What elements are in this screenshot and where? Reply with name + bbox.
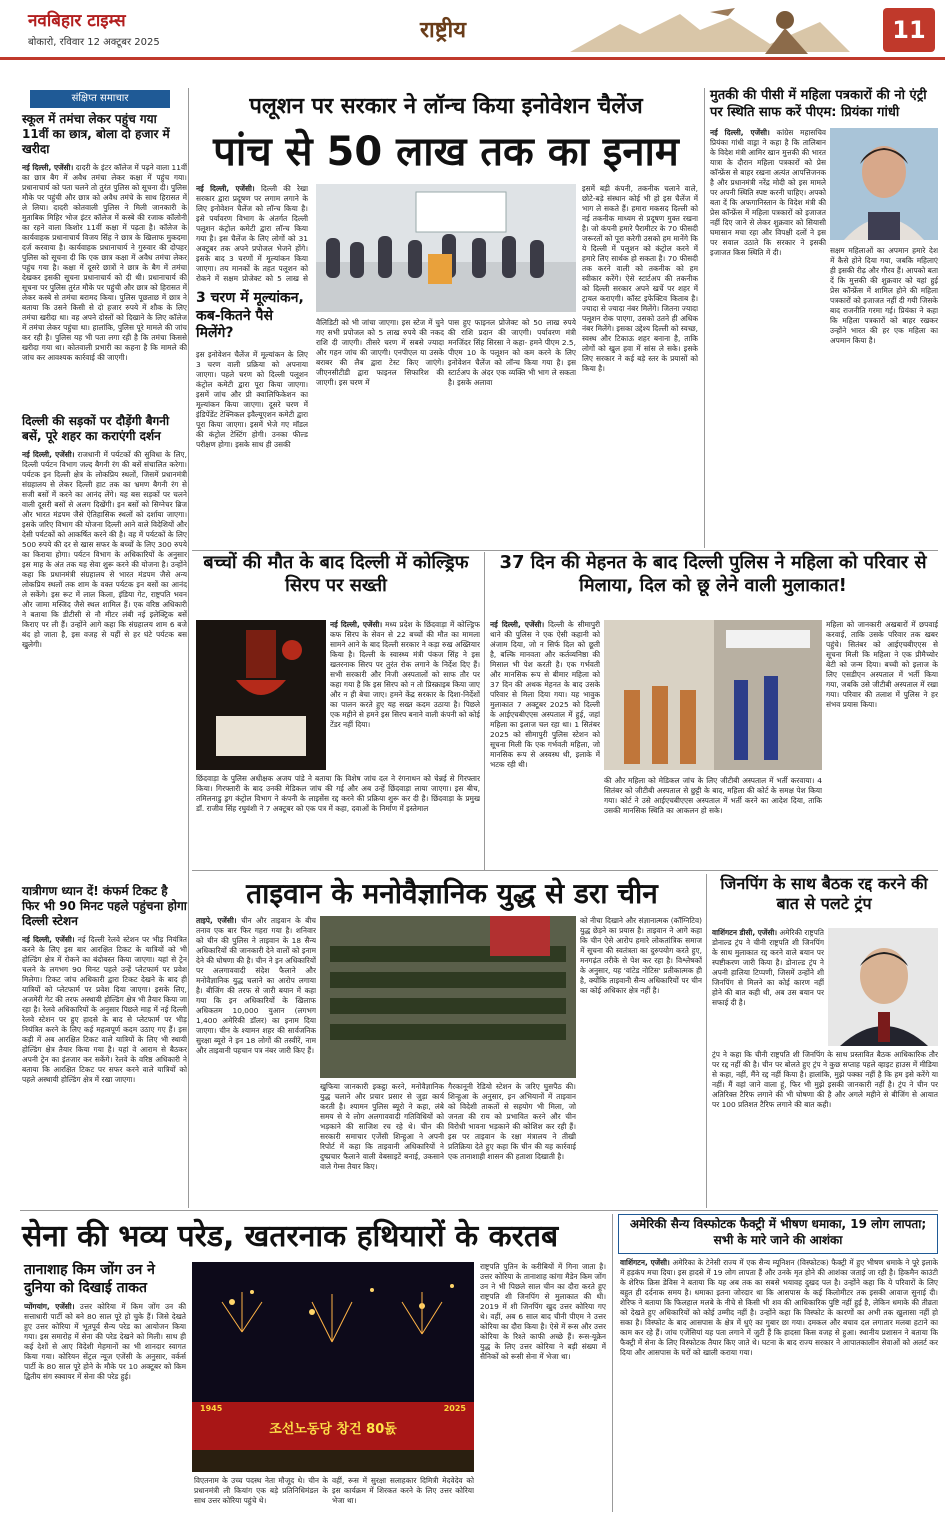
lead-col1-top [196, 184, 308, 284]
blast-body [620, 1258, 938, 1512]
cough-text1: मध्य प्रदेश के छिंदवाड़ा में कोल्ड्रिफ कफ सिरप के सेवन से 22 बच्चों की मौत का मामला सामने आने के बाद दिल्ली सरकार ने कड़ा रुख अख्तियार किया है। दिल्ली के स्वास्थ्य मंत्री पंकज सिंह ने इस खतरनाक सिरप पर तुरंत रोक लगाने के निर्देश दिए हैं। सभी सरकारी और निजी अस्पतालों को साफ तौर पर कहा गया है कि इस सिरप को न तो प्रिस्क्राइब किया जाए और न ही बेचा जाए। हमने केंद्र सरकार के दिशा-निर्देशों का पालन करते हुए यह सख्त कदम उठाया है। पिछले एक महीने से हमने इस सिरप बनाने वाली कंपनी को कोई टेंडर नहीं दिया। [330, 620, 480, 729]
column-divider [706, 874, 707, 1208]
parade-col3: वहीं, रूस में सुरक्षा सलाहकार दिमित्री मेदवेदेव को इस कार्यक्रम में शिरकत करने के लिए उत्तर कोरिया भेजा था। [332, 1476, 474, 1505]
parade-banner-year-right: 2025 [443, 1404, 466, 1413]
parade-text1: उत्तर कोरिया में किम जोंग उन की सत्ताधारी पार्टी को बने 80 साल पूरे हो चुके हैं। जिसे देखते हुए उत्तर कोरिया में भूतपूर्व सैन्य परेड का आयोजन किया गया। इस समारोह में सेना की परेड देखने को मिली। साथ ही कई देशों से आए विदेशी मेहमानों का भी शानदार स्वागत किया गया। कोरियन सेंट्रल न्यूज एजेंसी के अनुसार, वर्कर्स पार्टी के 80 साल पूरे होने के मौके पर 10 अक्टूबर को किम द्वितीय संग स्क्वायर में सेना की परेड हुई। [24, 1302, 186, 1381]
priyanka-photo [830, 128, 938, 240]
taiwan-col3: गैरकानूनी रेडियो स्टेशन के जरिए घुसपैठ की। शिन्हुआ के अनुसार, इन अभियानों में ताइवान को विदेशी ताकतों से सहयोग भी मिला, जो जनता की राय को प्रभावित करने और चीन विरोधी भावना भड़काने की कोशिश कर रही हैं। इस पर ताइवान के रक्षा मंत्रालय ने तीखी प्रतिक्रिया देते हुए कहा कि चीन की यह कार्रवाई एक तानाशाही शासन की हताशा दिखाती है। [448, 1082, 576, 1161]
brief-gun-body [22, 163, 187, 413]
taiwan-col1 [196, 916, 316, 1206]
brief-story-gun [22, 112, 187, 413]
lead-col1-text: दिल्ली की रेखा सरकार द्वारा प्रदूषण पर लगाम लगाने के लिए इनोवेशन चैलेंज को लॉन्च किया है। इसे पर्यावरण विभाग के अंतर्गत दिल्ली पलूशन कंट्रोल कमेटी द्वारा लॉन्च किया गया है। इस चैलेंज के लिए लोगों को 31 अक्टूबर तक अपने प्रपोजल भेजने होंगे। इसके बाद 3 चरणों में मूल्यांकन किया जाएगा। तय मानकों के तहत पलूशन को रोकने में सक्षम प्रोजेक्ट को 5 लाख से [196, 184, 308, 283]
masthead-art-illustration [560, 4, 860, 56]
priyanka-text1: कांग्रेस महासचिव प्रियंका गांधी वाड्रा ने कहा है कि तालिबान के विदेश मंत्री आमिर खान मुत्तकी की भारत यात्रा के दौरान महिला पत्रकारों को प्रेस कॉन्फ्रेंस से बाहर रखना अत्यंत आपत्तिजनक है और प्रधानमंत्री नरेंद्र मोदी को इस मामले पर अपनी स्थिति स्पष्ट करनी चाहिए। अपको बता दें कि अफगानिस्तान के विदेश मंत्री की प्रेस कॉन्फ्रेंस में महिला पत्रकारों को इजाजत नहीं दिए जाने से लेकर शुक्रवार को सियासी घमासान मचा रहा और विपक्षी दलों ने इस पर सवाल उठाते कि सरकार ने इसकी इजाजत किस स्थिति में दी। [710, 128, 826, 257]
brief-story-station [22, 878, 187, 1253]
brand-logo: नवबिहार टाइम्स [28, 11, 126, 31]
lead-col2: वैलिडिटी को भी जांचा जाएगा। इस स्टेज में चुने गए सभी प्रपोजल को 5 लाख रुपये की नकद राशि दी जाएगी। तीसरे चरण में सबसे ज्यादा और गहन जांच की जाएगी। एनपीएल या उसके बराबर की लैब द्वारा टेस्ट किए जाएंगे। जीएनसीटीडी द्वारा फाइनल सिफारिश की जाएगी। इस चरण में [316, 318, 444, 387]
brief-gun-headline: स्कूल में तमंचा लेकर पहुंच गया 11वीं का छात्र, बोला दो हजार में खरीदा [22, 112, 170, 156]
lead-kicker: पलूशन पर सरकार ने लॉन्च किया इनोवेशन चैलेंज [249, 94, 643, 119]
brief-story-bus [22, 408, 187, 770]
reunion-headline: 37 दिन की मेहनत के बाद दिल्ली पुलिस ने महिला को परिवार से मिलाया, दिल को छू लेने वाली मुलाकात! [499, 552, 927, 596]
section-divider [192, 550, 938, 551]
cough-photo-syrup [196, 620, 326, 770]
parade-banner-text: 조선노동당 창건 80돐 [269, 1422, 397, 1437]
page-number: 11 [883, 8, 935, 52]
brief-bus-body [22, 450, 187, 770]
brief-gun-text: दादरी के इंटर कॉलेज में पढ़ने वाला 11वीं का छात्र बैग में अवैध तमंचा लेकर कक्षा में पहुंच गया। प्रधानाचार्य को पता चलने तो तुरंत पुलिस को सूचना दी। पुलिस मौके पर पहुंची और छात्र को अवैध तमंचे के साथ हिरासत में ले लिया। दादरी कोतवाली पुलिस ने मिली जानकारी के मुताबिक मिहिर भोज इंटर कॉलेज में कस्बे की रजाक कॉलोनी का रहने वाला किशोर 11वीं कक्षा में पढ़ता है। कॉलेज के कार्यवाहक प्रधानाचार्य विजय सिंह ने छात्र के खिलाफ मुकदमा दर्ज करवाया है। कार्यवाहक प्रधानाचार्य ने गुरुवार की दोपहर पुलिस को सूचना दी कि एक छात्र कक्षा में अवैध तमंचा लेकर पहुंच गया है। कक्षा में दूसरे छात्रों ने छात्र के बैग में तमंचा देखकर इसकी सूचना प्रधानाचार्य को दी थी। प्रधानाचार्य की सूचना पर पुलिस तुरंत मौके पर पहुंची और छात्र को हिरासत में लेकर कस्बे से तमंचा बरामद किया। पुलिस पूछताछ में छात्र ने बताया कि उसने किसी से दो हजार रुपये में शौक के लिए तमंचा खरीदा था। वह अपने दोस्तों को दिखाने के लिए कॉलेज में तमंचा लेकर पहुंचा था। हालांकि, पुलिस पूरे मामले की जांच कर रही है। पुलिस यह भी पता लगा रही है कि तमंचा किससे खरीदा गया था। कोतवाली प्रभारी का कहना है कि मामले की जांच कर आवश्यक कार्रवाई की जाएगी। [22, 163, 187, 362]
reunion-photo [604, 620, 822, 770]
brief-station-text: नई दिल्ली रेलवे स्टेशन पर भीड़ नियंत्रित करने के लिए इस बार आरक्षित टिकट के यात्रियों को भी होल्डिंग क्षेत्र में रोकने का बंदोबस्त किया जाएगा। यहां से ट्रेन चलने के लगभग 90 मिनट पहले उन्हें प्लेटफार्म पर प्रवेश मिलेगा। टिकट जांच अधिकारी द्वारा टिकट देखने के बाद ही यात्रियों को प्लेटफार्म पर प्रवेश दिया जाएगा। इसके लिए, अजमेरी गेट की तरफ अस्थायी होल्डिंग क्षेत्र भी तैयार किया जा रहा है। रेलवे अधिकारियों के अनुसार पिछले माह में नई दिल्ली रेलवे स्टेशन पर हुए हादसे के बाद से प्लेटफार्म पर भीड़ नियंत्रित करने के लिए कई महत्वपूर्ण कदम उठाए गए हैं। इस कड़ी में अब आरक्षित टिकट वाले यात्रियों के लिए भी स्थायी होल्डिंग क्षेत्र तैयार किया गया है। यहां वे आराम से बैठकर अपनी ट्रेन का इंतजार कर सकेंगे। रेलवे के वरिष्ठ अधिकारी ने बताया कि आरक्षित टिकट पर सफर करने वाले यात्रियों को पहले अस्थायी होल्डिंग क्षेत्र में रखा जाएगा। [22, 935, 187, 1084]
lead-byline: नई दिल्ली, एजेंसी। [196, 184, 255, 193]
parade-subhead: तानाशाह किम जोंग उन ने दुनिया को दिखाई ताकत [24, 1262, 155, 1296]
cough-byline: नई दिल्ली, एजेंसी। [330, 620, 383, 629]
reunion-col2: की और महिला को मेडिकल जांच के लिए जीटीबी अस्पताल में भर्ती करवाया। 4 सितंबर को जीटीबी अस्पताल से छुट्टी के बाद, महिला की कोर्ट के समक्ष पेश किया गया। कोर्ट ने उसे आईएचबीएएस अस्पताल में भर्ती करने का आदेश दिया, ताकि उसकी मानसिक स्थिति का आकलन हो सके। [604, 776, 822, 815]
priyanka-col2: सक्षम महिलाओं का अपमान हमारे देश में कैसे होने दिया गया, जबकि महिलाएं ही इसकी रीढ़ और गौरव हैं। आपको बता दें कि मुत्तकी की शुक्रवार को यहां हुई प्रेस कॉन्फ्रेंस में शामिल होने की महिला पत्रकारों को इजाजत नहीं दी गयी जिसके बाद राजनीति गरमा गई। प्रियंका ने कहा कि महिला पत्रकारों को बाहर रखकर उन्होंने भारत की हर एक महिला का अपमान किया है। [830, 246, 938, 345]
taiwan-col4: को नीचा दिखाने और संज्ञानात्मक (कॉग्निटिव) युद्ध छेड़ने का प्रयास है। ताइवान ने आगे कहा कि चीन ऐसे आरोप हमारे लोकतांत्रिक समाज में सूचना की स्वतंत्रता का दुरुपयोग करते हुए, मनगढ़ंत तरीके से पेश कर रहा है। विश्लेषकों के अनुसार, यह 'वांटेड नोटिस' प्रतीकात्मक ही है, क्योंकि ताइवानी सैन्य अधिकारियों पर चीन का कोई अधिकार क्षेत्र नहीं है। [580, 916, 702, 995]
taiwan-text1: चीन और ताइवान के बीच तनाव एक बार फिर गहरा गया है। शनिवार को चीन की पुलिस ने ताइवान के 18 सैन्य अधिकारियों की जानकारी देने वालों को इनाम देने की घोषणा की है। चीन ने इन अधिकारियों पर अलगाववादी संदेश फैलाने और मनोवैज्ञानिक युद्ध चलाने का आरोप लगाया है। बीजिंग की तरफ से जारी बयान में कहा गया कि इन अधिकारियों के खिलाफ अधिकतम 10,000 युआन (लगभग 1,400 अमेरिकी डॉलर) का इनाम दिया जाएगा। चीन के श्यामन शहर की सार्वजनिक सुरक्षा ब्यूरो ने इन 18 लोगों की तस्वीरें, नाम और ताइवानी पहचान पत्र नंबर जारी किए हैं। [196, 916, 316, 1055]
trump-headline: जिनपिंग के साथ बैठक रद्द करने की बात से पलटे ट्रंप [720, 874, 928, 913]
cough-headline: बच्चों की मौत के बाद दिल्ली में कोल्ड्रिफ सिरप पर सख्ती [203, 552, 469, 596]
parade-banner-year-left: 1945 [200, 1404, 223, 1413]
brief-station-body [22, 935, 187, 1253]
column-divider [704, 88, 705, 548]
brief-station-byline: नई दिल्ली, एजेंसी। [22, 935, 75, 944]
taiwan-photo-soldiers [320, 916, 576, 1078]
lead-col3: पास हुए फाइनल प्रोजेक्ट को 50 लाख रुपये की राशि प्रदान की जाएगी। पर्यावरण मंत्री मनजिंदर सिंह सिरसा ने कहा- हमने पीएम 2.5, पीएम 10 के पलूशन को कम करने के लिए इनोवेशन चैलेंज को लॉन्च किया गया है। इस स्टार्टअप के अंदर एक व्यक्ति भी भाग ले सकता है। इसके अलावा [448, 318, 576, 387]
parade-headline: सेना की भव्य परेड, खतरनाक हथियारों के करतब [22, 1219, 559, 1254]
reunion-byline: नई दिल्ली, एजेंसी। [490, 620, 545, 629]
taiwan-byline: ताइपे, एजेंसी। [196, 916, 237, 925]
lead-photo-conference [316, 184, 576, 312]
trump-byline: वाशिंगटन डीसी, एजेंसी। [712, 928, 778, 937]
brief-station-headline: यात्रीगण ध्यान दें! कंफर्म टिकट है फिर भी 90 मिनट पहले पहुंचना होगा दिल्ली स्टेशन [22, 884, 187, 928]
blast-headline: अमेरिकी सैन्य विस्फोटक फैक्ट्री में भीषण धमाका, 19 लोग लापता; सभी के मारे जाने की आशंका [618, 1214, 938, 1254]
lead-subhead: 3 चरण में मूल्यांकन, कब-कितने पैसे मिलेंगे? [196, 290, 304, 341]
trump-col1 [712, 928, 824, 1046]
blast-text: अमेरिका के टेनेसी राज्य में एक सैन्य म्यूनिशन (विस्फोटक) फैक्ट्री में हुए भीषण धमाके ने पूरे इलाके में हड़कंप मचा दिया। इस हादसे में 19 लोग लापता हैं और उनके मृत होने की आशंका जताई जा रही है। हिकमैन काउंटी के शेरिफ क्रिस डेविस ने बताया कि यह अब तक का सबसे भयावह दुखद पल है। उन्होंने कहा कि ये परिवारों के लिए बहुत ही दर्दनाक समय है। धमाका इतना जोरदार था कि आसपास के कई किलोमीटर तक इसकी आवाज सुनाई दी। शेरिफ ने बताया कि फिलहाल मलबे के नीचे से किसी भी शव की आधिकारिक पुष्टि नहीं हुई है, लेकिन धमाके की तीव्रता को देखते हुए अधिकारियों को कोई उम्मीद नहीं है। उन्होंने कहा कि विस्फोट के कारणों का अभी तक खुलासा नहीं हो सका है। विस्फोट के बाद आसपास के क्षेत्र में धुएं का गुबार छा गया। दमकल और बचाव दल लगातार मलबा हटाने का काम कर रहे हैं। जांच एजेंसियां यह पता लगाने में जुटी हैं कि हादसा किस वजह से हुआ। स्थानीय प्रशासन ने बताया कि फैक्ट्री में सेना के लिए विस्फोटक तैयार किए जाते थे। घटना के बाद राज्य सरकार ने आपातकालीन सेवाओं को अलर्ट कर दिया और आसपास के घरों को खाली कराया गया। [620, 1258, 938, 1357]
blast-byline: वाशिंगटन, एजेंसी। [620, 1258, 670, 1267]
reunion-col3: महिला को जानकारी अखबारों में छपवाई करवाई, ताकि उसके परिवार तक खबर पहुंचे। सितंबर को आईएचबीएएस से सूचना मिली कि महिला ने एक प्रीमैच्योर बेटी को जन्म दिया। बच्ची को इलाज के लिए एसडीएन अस्पताल में भर्ती किया गया, जबकि उसे जीटीबी अस्पताल में रखा गया। परिवार की तलाश में पुलिस ने हर संभव प्रयास किया। [826, 620, 938, 709]
parade-col2: विएतनाम के उच्च पदस्थ नेता मौजूद थे। चीन के प्रधानमंत्री ली कियांग एक बड़े प्रतिनिधिमंडल के साथ उत्तर कोरिया पहुंचे थे। [194, 1476, 328, 1505]
brief-gun-byline: नई दिल्ली, एजेंसी। [22, 163, 74, 172]
lead-col1-bottom: इस इनोवेशन चैलेंज में मूल्यांकन के लिए 3 चरण वाली प्रक्रिया को अपनाया जाएगा। पहले चरण को दिल्ली पलूशन कंट्रोल कमेटी द्वारा पूरा किया जाएगा। इसमें जांच और प्री क्वालिफिकेशन का मूल्यांकन किया जाएगा। दूसरे चरण में इंडिपेंडेंट टेक्निकल इवैल्यूएशन कमेटी द्वारा पूरा किया जाएगा। इसमें भेजे गए मॉडल की कंट्रोल टेस्टिंग होगी। उनका फील्ड परीक्षण होगा। इसके साथ ही उसकी [196, 350, 308, 449]
masthead [0, 0, 945, 60]
section-divider [192, 870, 938, 871]
column-divider [484, 552, 485, 870]
lead-col4: इसमें बड़ी कंपनी, तकनीक चलाने वाले, छोटे-बड़े संस्थान कोई भी हो इस चैलेंज में भाग ले सकते हैं। हमारा मकसद दिल्ली को नई तकनीक माध्यम से प्रदूषण मुक्त रखना है। जो कंपनी हमारे पैरामीटर के 70 फीसदी जरूरतों को पूरा करेगी उसको हम मानेंगे कि ये दिल्ली में पलूशन को कंट्रोल करने में हमारे लिए सार्थक हो सकता है। 70 फीसदी तक करने वाली को तकनीक को हम स्वीकार करेंगे। ऐसे स्टार्टअप की तकनीक को दिल्ली सरकार अपने खर्चे पर शहर में ट्रायल कराएगी। कॉस्ट इफेक्टिव किताब है। ज्यादा से ज्यादा नंबर मिलेंगे। जितना ज्यादा पलूशन रोक पाएगा, उसको उतने ही अधिक नंबर मिलेंगे। इसका उद्देश्य दिल्ली को स्वच्छ, स्वस्थ और टिकाऊ शहर बनाना है, ताकि लोगों को खुल हवा में सांस ले सके। इसके लिए सरकार ने कई बड़े स्तर के प्रयासों को किया है। [582, 184, 698, 373]
brief-bus-byline: नई दिल्ली, एजेंसी। [22, 450, 75, 459]
cough-col2: छिंदवाड़ा के पुलिस अधीक्षक अजय पांडे ने बताया कि विशेष जांच दल ने रंगनाथन को चेन्नई से गिरफ्तार किया। गिरफ्तारी के बाद उनकी मेडिकल जांच की गई और अब उन्हें छिंदवाड़ा लाया जाएगा। इस बीच, तमिलनाडु ड्रग कंट्रोल विभाग ने कंपनी के लाइसेंस रद्द करने की प्रक्रिया शुरू कर दी है। छिंदवाड़ा के प्रमुख डॉ. राजीव सिंह रघुवंशी ने 7 अक्टूबर को एक पत्र में कहा, दवाओं के निर्माण में इस्तेमाल [196, 774, 480, 813]
section-title: राष्ट्रीय [420, 18, 467, 43]
trump-text1: अमेरिकी राष्ट्रपति डोनाल्ड ट्रंप ने चीनी राष्ट्रपति शी जिनपिंग के साथ मुलाकात रद्द करने वाले बयान पर स्पष्टीकरण जारी किया है। डोनाल्ड ट्रंप ने अपनी हालिया टिप्पणी, जिसमें उन्होंने शी जिनपिंग से मिलने का कोई कारण नहीं होने की बात कही थी, अब उस बयान पर सफाई दी है। [712, 928, 824, 1007]
column-divider [612, 1214, 613, 1512]
dateline: बोकारो, रविवार 12 अक्टूबर 2025 [28, 37, 160, 48]
parade-byline: प्योंगयांग, एजेंसी। [24, 1302, 75, 1311]
reunion-text1: दिल्ली के सीमापुरी थाने की पुलिस ने एक ऐसी कहानी को अंजाम दिया, जो न सिर्फ दिल को छूती है, बल्कि मानवता और कर्तव्यनिष्ठा की मिसाल भी पेश करती है। एक गर्भवती और मानसिक रूप से बीमार महिला को 37 दिन की अथक मेहनत के बाद उसके परिवार से मिला दिया गया। यह भावुक मुलाकात 7 अक्टूबर 2025 को दिल्ली के आईएचबीएएस अस्पताल में हुई, जहां महिला का इलाज चल रहा था। 1 सितंबर 2025 को सीमापुरी पुलिस स्टेशन को सूचना मिली कि एक गर्भवती महिला, जो मानसिक रूप से अस्वस्थ थी, इलाके में भटक रही थी। [490, 620, 600, 769]
column-divider [188, 88, 189, 1208]
briefs-section-tag: संक्षिप्त समाचार [30, 90, 170, 108]
parade-col1 [24, 1302, 186, 1512]
trump-photo-xi [828, 928, 938, 1046]
section-divider [20, 1210, 938, 1211]
taiwan-headline: ताइवान के मनोवैज्ञानिक युद्ध से डरा चीन [246, 877, 658, 910]
priyanka-byline: नई दिल्ली, एजेंसी। [710, 128, 770, 137]
brief-bus-headline: दिल्ली की सड़कों पर दौड़ेंगी बैगनी बसें, पूरे शहर का कराएंगी दर्शन [22, 414, 170, 443]
priyanka-col1 [710, 128, 826, 548]
reunion-col1 [490, 620, 600, 866]
cough-col1 [330, 620, 480, 770]
priyanka-headline: मुतकी की पीसी में महिला पत्रकारों की नो एंट्री पर स्थिति साफ करें पीएम: प्रियंका गांधी [710, 88, 927, 120]
parade-col4: राष्ट्रपति पुतिन के करीबियों में गिना जाता है। उत्तर कोरिया के तानाशाह कांगा मैडेन किम जोंग उन ने भी पिछले साल चीन का दौरा करते हुए राष्ट्रपति शी जिनपिंग से मुलाकात की थी। 2019 में शी जिनपिंग खुद उत्तर कोरिया गए थे। वहीं, अब 6 साल बाद चीनी पीएम ने उत्तर कोरिया का दौरा किया है। ऐसे में रूस और उत्तर कोरिया के रिश्ते काफी अच्छे हैं। रूस-यूक्रेन युद्ध के लिए उत्तर कोरिया ने बड़ी संख्या में सैनिकों को रूसी सेना में भेजा था। [480, 1262, 606, 1361]
taiwan-col2: खुफिया जानकारी इकट्ठा करने, मनोवैज्ञानिक युद्ध चलाने और प्रचार प्रसार से जुड़ा कार्य करती है। श्यामन पुलिस ब्यूरो ने कहा, लंबे समय से ये लोग अलगाववादी गतिविधियों को भड़काने की साजिश रच रहे थे। चीन की सरकारी समाचार एजेंसी शिन्हुआ ने अपनी रिपोर्ट में कहा कि ताइवानी अधिकारियों ने दुष्प्रचार फैलाने वाली वेबसाइटें बनाई, उकसाने वाले गेम्स तैयार किए। [320, 1082, 444, 1171]
trump-col2: ट्रंप ने कहा कि चीनी राष्ट्रपति शी जिनपिंग के साथ प्रस्तावित बैठक आधिकारिक तौर पर रद्द नहीं की है। चीन पर बोलते हुए ट्रंप ने कुछ सप्ताह पहले व्हाइट हाउस में मीडिया से कहा, नहीं, मैंने रद्द नहीं किया है। हालांकि, मुझे पक्का नहीं है कि हम इसे करेंगे या नहीं। मैं वहां जाने वाला हूं, फिर भी मुझे इसकी जानकारी नहीं है। ट्रंप ने चीन पर अतिरिक्त टैरिफ लगाने की भी घोषणा की है और अगले महीने से बीजिंग से आयात पर 100 प्रतिशत टैरिफ लगाने की बात कही। [712, 1050, 938, 1109]
lead-headline: पांच से 50 लाख तक का इनाम [213, 129, 679, 175]
parade-photo-fireworks [192, 1262, 474, 1472]
brief-bus-text: राजधानी में पर्यटकों की सुविधा के लिए, दिल्ली पर्यटन विभाग जल्द बैगनी रंग की बसें संचालित करेगा। पर्यटक इन दिल्ली क्षेत्र के लोकप्रिय स्थलों, जिसमें प्रधानमंत्री संग्रहालय से लेकर दिल्ली हाट तक का भ्रमण बैगनी रंग से सजी बसों में करने का आनंद लेंगे। यह बस सड़कों पर चलने वाली दूसरी बसों से अलग दिखेंगी। इन बसों को सिग्नेचर ब्रिज और भारत मंडपम जैसे ऐतिहासिक स्थलों को दर्शाया जाएगा। इसके जरिए विभाग की योजना दिल्ली आने वाले विदेशियों और देसी पर्यटकों को आकर्षित करने की है। वह में पर्यटकों के लिए 500 रुपये की दर से खास सफर के बच्चों के लिए 300 रुपये का किराया होगा। पर्यटन विभाग के अधिकारियों के अनुसार इस माह के अंत तक यह सेवा शुरू करने की योजना है। उन्होंने कहा कि प्रधानमंत्री संग्रहालय से भारत मंडपम जैसे अन्य लोकप्रिय स्थलों तक शाम के वक्त पर्यटक इन बसों का आनंद ले सकेंगे। इस रूट में लाल किला, इंडिया गेट, राष्ट्रपति भवन और जामा मस्जिद जैसे स्थल शामिल हैं। एक वरिष्ठ अधिकारी ने बताया कि डीटीसी से नौ मीटर लंबी नई इलेक्ट्रिक बसें किराए पर ली हैं। उन्होंने आगे कहा कि संग्रहालय शाम 6 बजे बंद हो जाता है, इस वजह से यहीं से हर घंटे पर्यटक बस खुलेगी। [22, 450, 187, 649]
